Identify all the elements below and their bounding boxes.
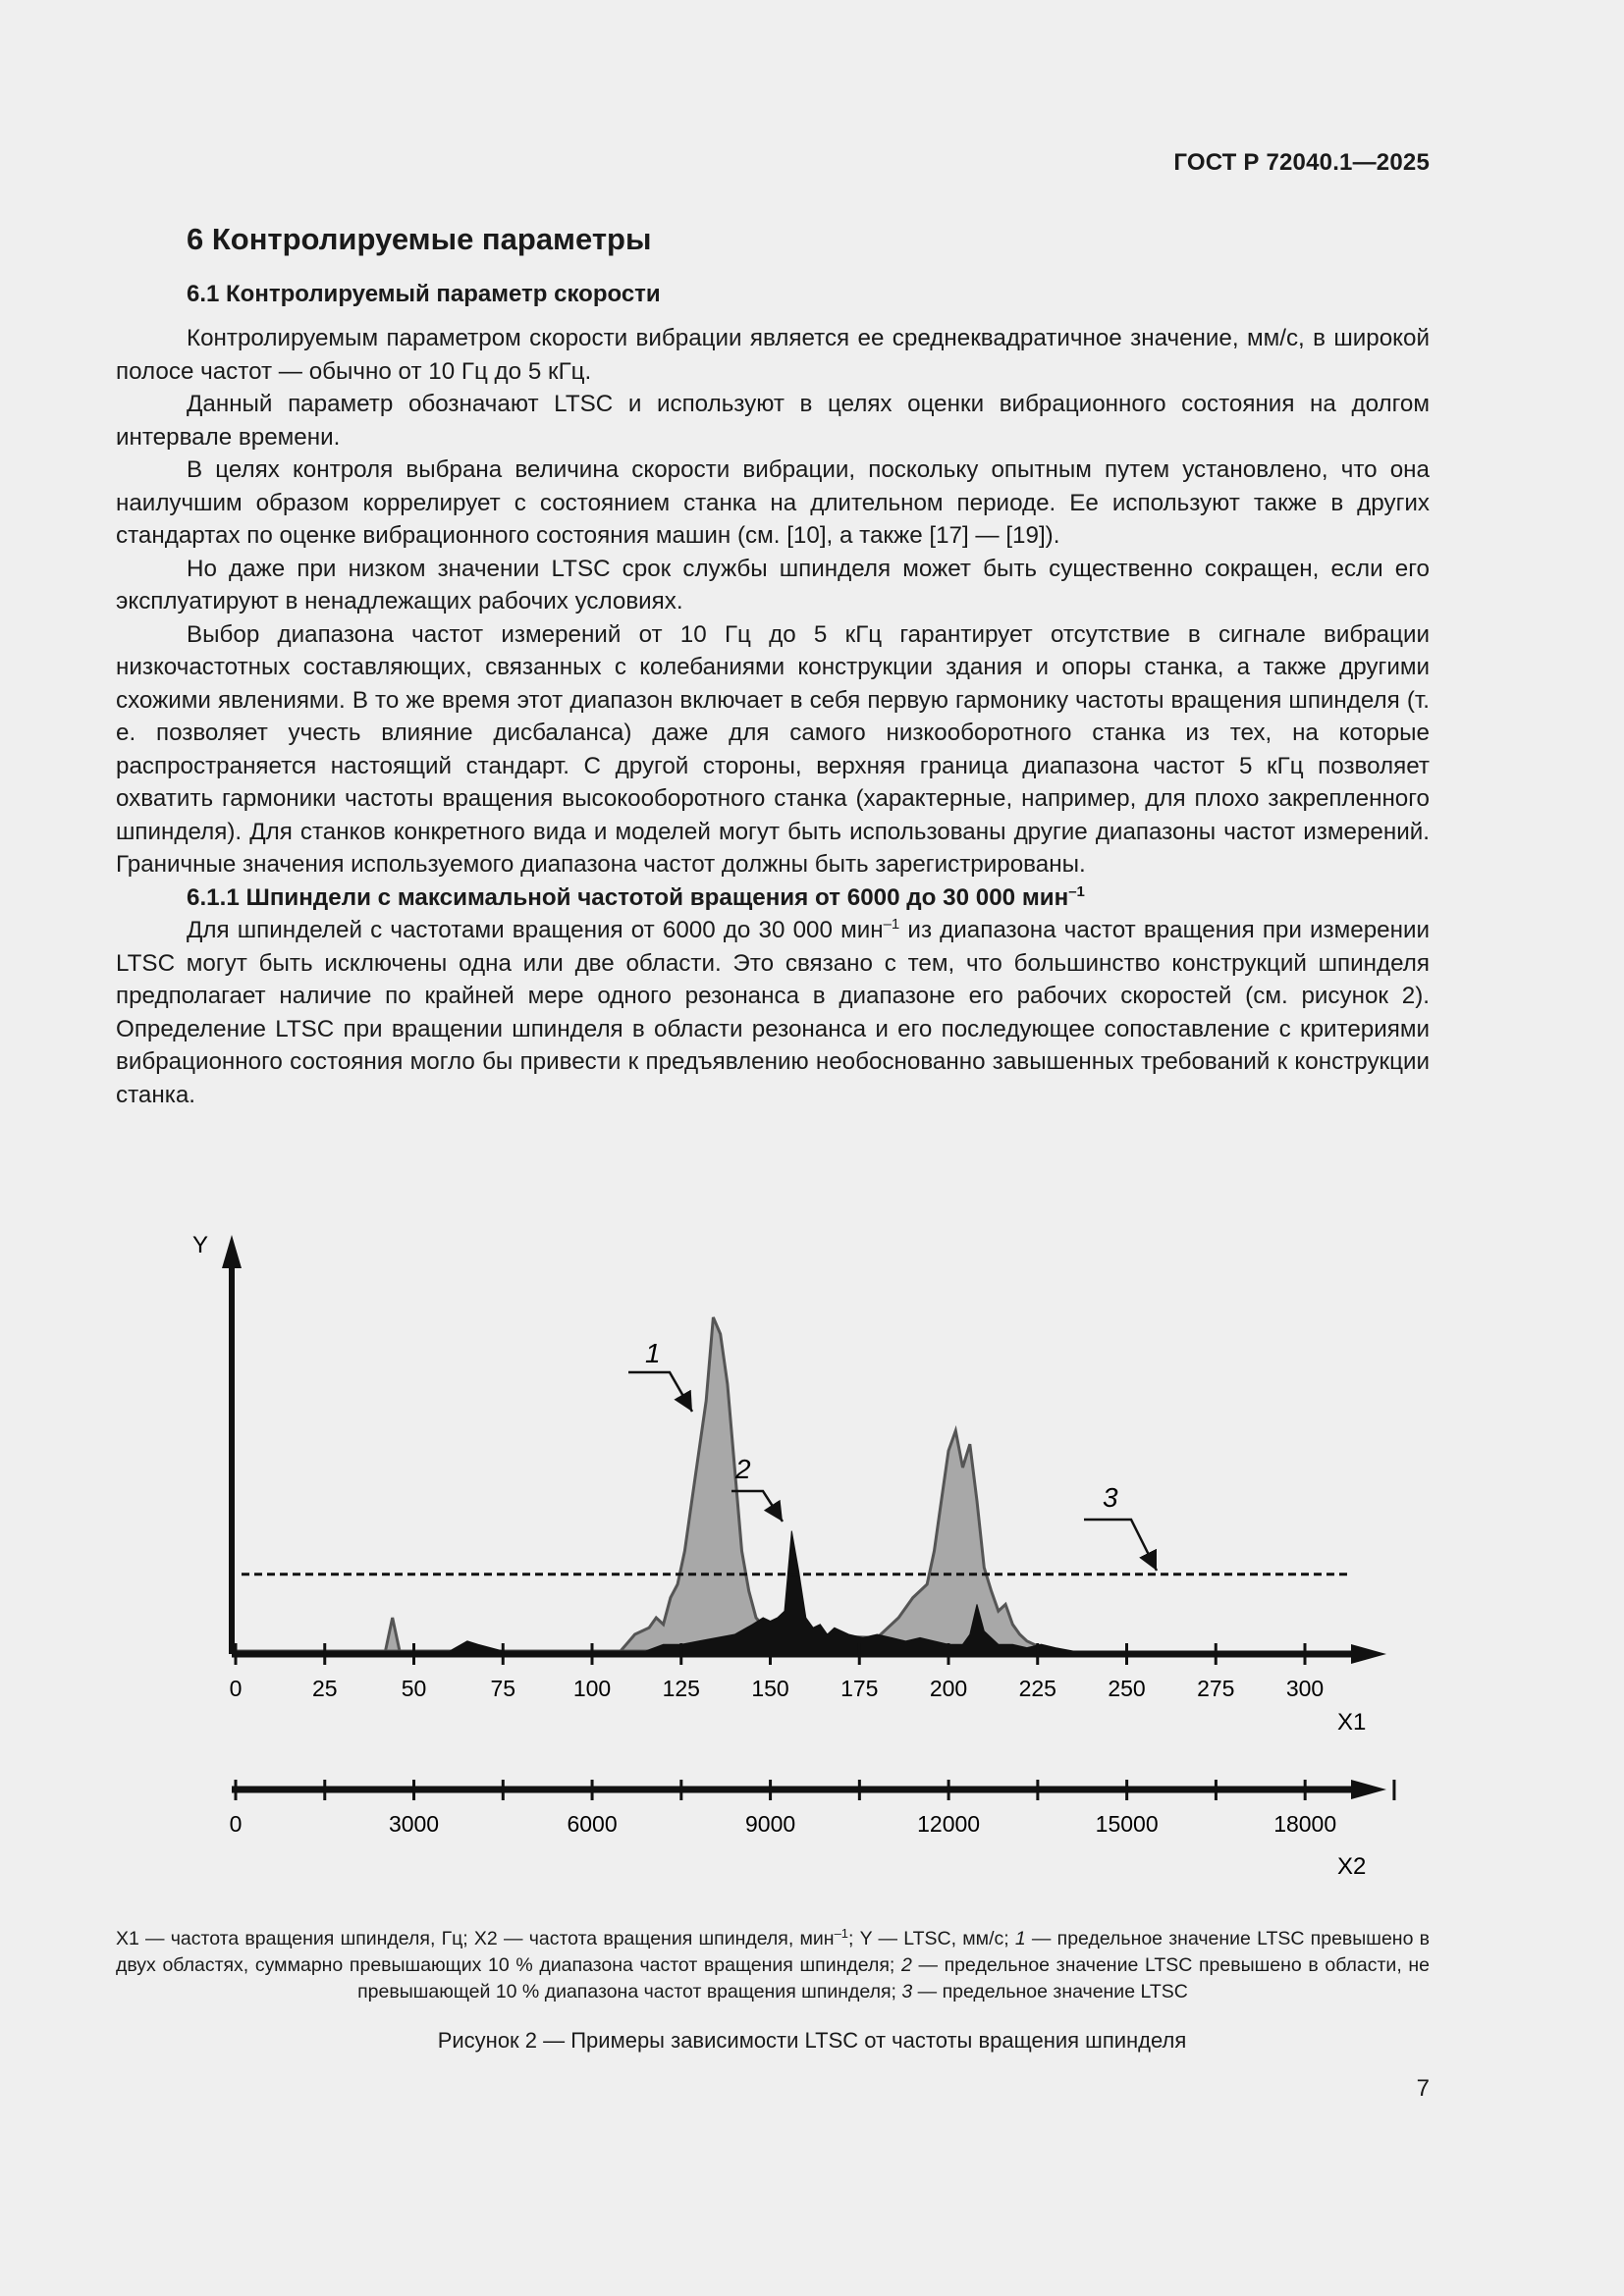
x1-tick-label: 225 [1018,1676,1056,1701]
paragraph: Данный параметр обозначают LTSC и используют в целях оценки вибрационного состояния на долгом интервале времени. [116,391,1430,451]
annotation-3 [1084,1482,1157,1571]
y-axis-arrow [222,1235,242,1268]
legend-text: — предельное значение LTSC превышено в двух областях, суммарно превышающих 10 % диапазона частот вращения шпинделя; [116,1928,1430,1976]
legend-text: ; Y — LTSC, мм/с; [848,1928,1015,1949]
x1-axis-label: X1 [1337,1709,1367,1735]
standard-code: ГОСТ Р 72040.1—2025 [1173,149,1430,176]
x1-tick-label: 0 [229,1676,243,1701]
section-title: 6 Контролируемые параметры [187,222,652,256]
superscript: –1 [1068,882,1085,900]
x2-tick-label: 0 [229,1811,243,1837]
series-1-area [236,1317,1049,1651]
chart-svg [0,1207,1624,1895]
x1-tick-label: 50 [401,1676,427,1701]
legend-text: — предельное значение LTSC [912,1981,1188,2002]
figure-legend [116,1926,1430,2005]
annotation-3-label: 3 [1103,1482,1118,1513]
superscript: –1 [883,916,900,933]
x2-tick-label: 12000 [917,1811,981,1837]
figure-caption: Рисунок 2 — Примеры зависимости LTSC от частоты вращения шпинделя [437,2028,1187,2053]
paragraph: В целях контроля выбрана величина скорости вибрации, поскольку опытным путем установлено, что она наилучшим образом коррелирует с состоянием станка на длительном периоде. Ее используют также в других стандартах по оценке вибрационного состояния машин (см. [10], а также [17] — [19]). [116,456,1430,549]
page-content [116,222,1430,1111]
page-number: 7 [1416,2075,1430,2102]
x1-tick-label: 175 [840,1676,879,1701]
x2-tick-label: 6000 [567,1811,618,1837]
annotation-2-label: 2 [735,1454,751,1484]
x1-tick-label: 300 [1285,1676,1325,1701]
x2-tick-label: 15000 [1095,1811,1159,1837]
annotation-3-leader [1084,1520,1157,1571]
x1-tick-label: 275 [1197,1676,1235,1701]
paragraph-text: из диапазона частот вращения при измерении LTSC могут быть исключены одна или две области. Это связано с тем, что большинство конструкций шпинделя предполагает наличие по крайней мере одного резонанса в диапазоне его рабочих скоростей (см. рисунок 2). Определение LTSC при вращении шпинделя в области резонанса и его последующее сопоставление с критериями вибрационного состояния могло бы привести к предъявлению необоснованно завышенных требований к конструкции станка. [116,917,1430,1108]
y-axis-label: Y [192,1232,209,1258]
x2-tick-label: 9000 [745,1811,796,1837]
x1-tick-label: 75 [490,1676,516,1701]
annotation-1-label: 1 [645,1338,661,1368]
paragraph: Но даже при низком значении LTSC срок службы шпинделя может быть существенно сокращен, если его эксплуатируют в ненадлежащих рабочих условиях. [116,555,1430,614]
annotation-1 [628,1338,692,1412]
x1-tick-label: 150 [751,1676,789,1701]
x1-tick-label: 250 [1108,1676,1146,1701]
x1-axis-arrow [1351,1644,1386,1664]
x1-tick-label: 200 [929,1676,968,1701]
legend-text: — предельное значение LTSC превышено в области, не превышающей 10 % диапазона частот вращения шпинделя; [357,1954,1431,2002]
x2-tick-label: 18000 [1273,1811,1337,1837]
superscript: –1 [834,1926,849,1941]
figure-2 [0,1207,1624,1895]
annotation-1-leader [628,1372,692,1412]
x1-tick-label: 100 [572,1676,612,1701]
x1-tick-label: 125 [662,1676,700,1701]
legend-text: X1 — частота вращения шпинделя, Гц; X2 — частота вращения шпинделя, мин [116,1928,835,1949]
legend-number: 1 [1014,1928,1026,1949]
x2-axis-label: X2 [1337,1853,1367,1880]
paragraph [116,914,1430,1111]
x2-tick-label: 3000 [388,1811,440,1837]
subsection-title: 6.1 Контролируемый параметр скорости [187,281,661,307]
paragraph-text: Для шпинделей с частотами вращения от 6000 до 30 000 мин [187,917,884,943]
paragraph: Контролируемым параметром скорости вибрации является ее среднеквадратичное значение, мм/с, в широкой полосе частот — обычно от 10 Гц до 5 кГц. [116,325,1430,385]
x1-tick-label: 25 [311,1676,338,1701]
x2-axis-arrow [1351,1780,1386,1799]
legend-number: 3 [901,1981,913,2002]
paragraph: Выбор диапазона частот измерений от 10 Гц до 5 кГц гарантирует отсутствие в сигнале вибрации низкочастотных составляющих, связанных с колебаниями конструкции здания и опоры станка, а также другими схожими явлениями. В то же время этот диапазон включает в себя первую гармонику частоты вращения шпинделя (т. е. позволяет учесть влияние дисбаланса) даже для самого низкооборотного станка из тех, на которые распространяется настоящий стандарт. С другой стороны, верхняя граница диапазона частот 5 кГц позволяет охватить гармоники частоты вращения высокооборотного станка (характерные, например, для плохо закрепленного шпинделя). Для станков конкретного вида и моделей могут быть использованы другие диапазоны частот измерений. Граничные значения используемого диапазона частот должны быть зарегистрированы. [116,620,1430,878]
legend-number: 2 [900,1954,912,1976]
subsubsection-title [116,881,1430,915]
subsubsection-title-text: 6.1.1 Шпиндели с максимальной частотой вращения от 6000 до 30 000 мин [187,883,1069,911]
